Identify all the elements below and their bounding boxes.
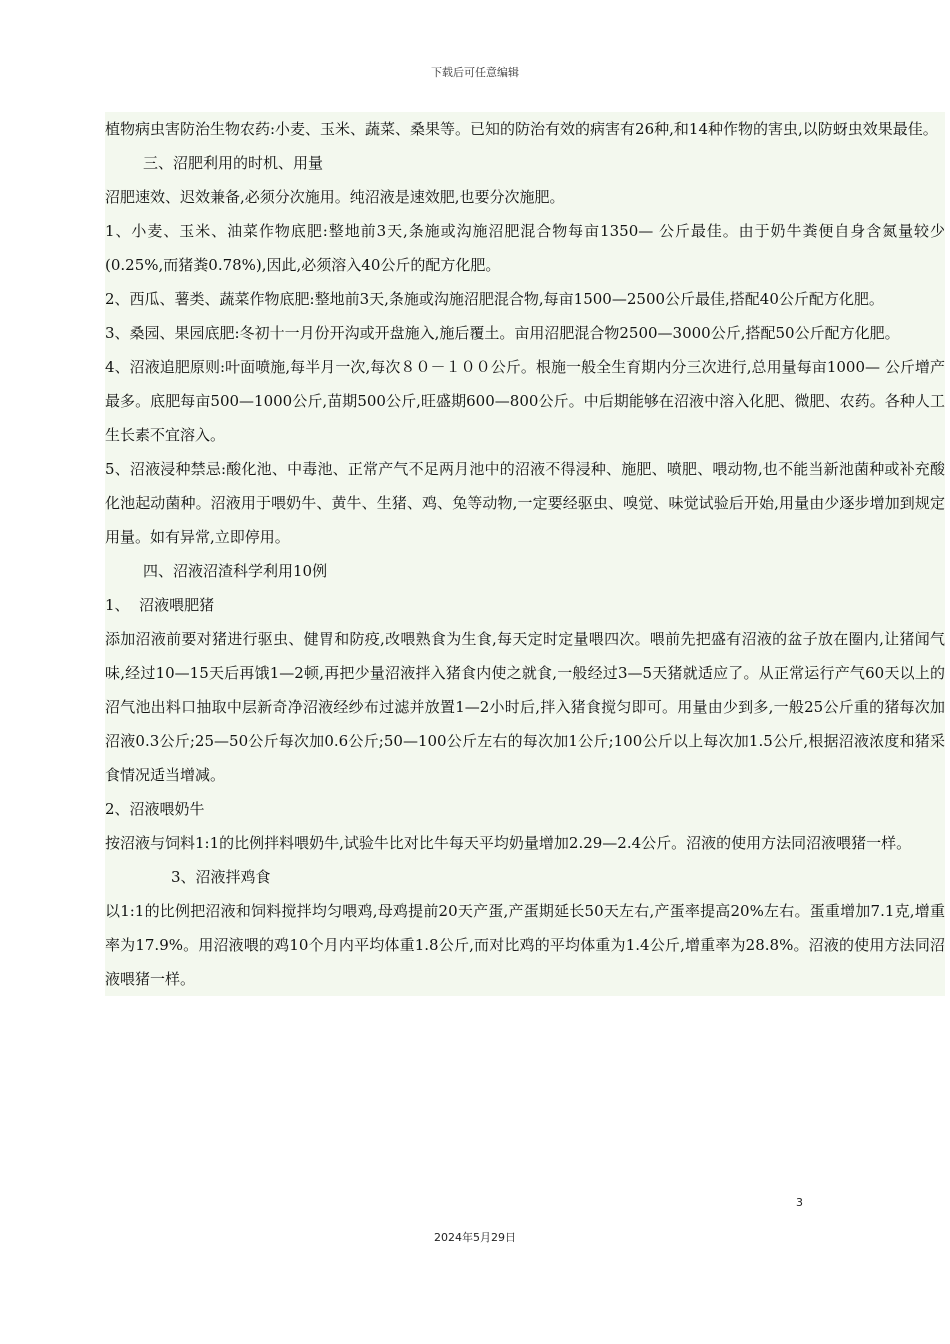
list-item: 2、西瓜、薯类、蔬菜作物底肥:整地前3天,条施或沟施沼肥混合物,每亩1500—2500公斤最佳,搭配40公斤配方化肥。 <box>105 290 884 308</box>
paragraph: 以1:1的比例把沼液和饲料搅拌均匀喂鸡,母鸡提前20天产蛋,产蛋期延长50天左右,产蛋率提高20%左右。蛋重增加7.1克,增重率为17.9%。用沼液喂的鸡10个月内平均体重1.8公斤,而对比鸡的平均体重为1.4公斤,增重率为28.8%。沼液的使用方法同沼液喂猪一样。 <box>105 902 945 988</box>
section-heading: 三、沼肥利用的时机、用量 <box>143 154 324 172</box>
subsection-heading: 1、 沼液喂肥猪 <box>105 596 215 614</box>
page-header: 下载后可任意编辑 <box>431 66 519 79</box>
page-number: 3 <box>796 1196 803 1209</box>
paragraph: 按沼液与饲料1:1的比例拌料喂奶牛,试验牛比对比牛每天平均奶量增加2.29—2.4公斤。沼液的使用方法同沼液喂猪一样。 <box>105 834 912 852</box>
section-heading: 四、沼液沼渣科学利用10例 <box>143 562 328 580</box>
paragraph: 植物病虫害防治生物农药:小麦、玉米、蔬菜、桑果等。已知的防治有效的病害有26种,和14种作物的害虫,以防蚜虫效果最佳。 <box>105 120 938 138</box>
list-item: 4、沼液追肥原则:叶面喷施,每半月一次,每次８０－１００公斤。根施一般全生育期内分三次进行,总用量每亩1000— 公斤增产最多。底肥每亩500—1000公斤,苗期500公斤,旺盛期600—800公斤。中后期能够在沼液中溶入化肥、微肥、农药。各种人工生长素不宜溶入。 <box>105 358 945 444</box>
paragraph: 沼肥速效、迟效兼备,必须分次施用。纯沼液是速效肥,也要分次施肥。 <box>105 188 565 206</box>
document-body <box>105 112 945 996</box>
list-item: 3、桑园、果园底肥:冬初十一月份开沟或开盘施入,施后覆土。亩用沼肥混合物2500—3000公斤,搭配50公斤配方化肥。 <box>105 324 900 342</box>
subsection-heading: 3、沼液拌鸡食 <box>171 868 271 886</box>
list-item: 1、小麦、玉米、油菜作物底肥:整地前3天,条施或沟施沼肥混合物每亩1350— 公斤最佳。由于奶牛粪便自身含氮量较少(0.25%,而猪粪0.78%),因此,必须溶入40公斤的配方化肥。 <box>105 222 945 274</box>
paragraph: 添加沼液前要对猪进行驱虫、健胃和防疫,改喂熟食为生食,每天定时定量喂四次。喂前先把盛有沼液的盆子放在圈内,让猪闻气味,经过10—15天后再饿1—2顿,再把少量沼液拌入猪食内使之就食,一般经过3—5天猪就适应了。从正常运行产气60天以上的沼气池出料口抽取中层新奇净沼液经纱布过滤并放置1—2小时后,拌入猪食搅匀即可。用量由少到多,一般25公斤重的猪每次加沼液0.3公斤;25—50公斤每次加0.6公斤;50—100公斤左右的每次加1公斤;100公斤以上每次加1.5公斤,根据沼液浓度和猪采食情况适当增减。 <box>105 630 945 784</box>
list-item: 5、沼液浸种禁忌:酸化池、中毒池、正常产气不足两月池中的沼液不得浸种、施肥、喷肥、喂动物,也不能当新池菌种或补充酸化池起动菌种。沼液用于喂奶牛、黄牛、生猪、鸡、兔等动物,一定要经驱虫、嗅觉、味觉试验后开始,用量由少逐步增加到规定用量。如有异常,立即停用。 <box>105 460 945 546</box>
page-footer-date: 2024年5月29日 <box>434 1231 516 1244</box>
subsection-heading: 2、沼液喂奶牛 <box>105 800 205 818</box>
